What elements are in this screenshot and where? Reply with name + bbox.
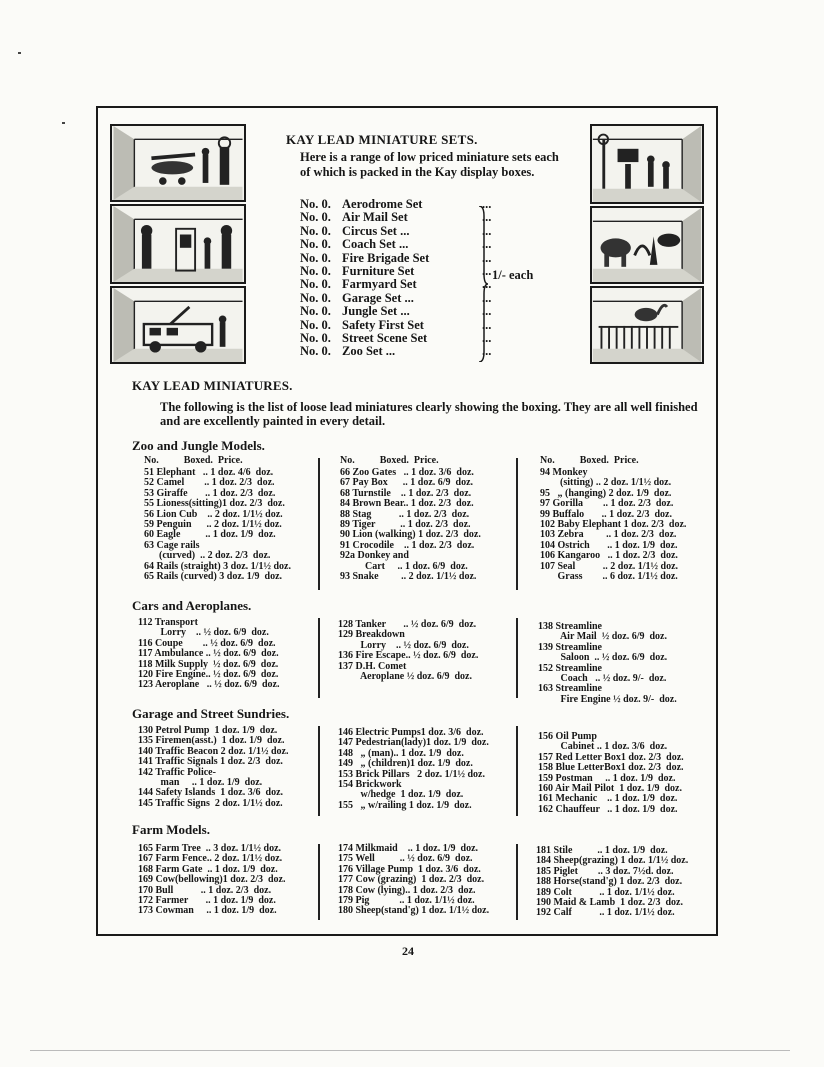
list-item: 188 Horse(stand'g) 1 doz. 2/3 doz. [536, 876, 683, 888]
column-divider [516, 618, 518, 698]
list-item: 51 Elephant .. 1 doz. 4/6 doz. [144, 467, 274, 478]
section-title-garage-street: Garage and Street Sundries. [132, 706, 290, 721]
list-item: 155 „ w/railing 1 doz. 1/9 doz. [338, 799, 472, 811]
farm-column-3 [536, 846, 688, 919]
list-item: 65 Rails (curved) 3 doz. 1/9 doz. [144, 571, 283, 583]
column-header: No. Boxed. Price. [144, 455, 243, 466]
list-item: 177 Cow (grazing) 1 doz. 2/3 doz. [338, 874, 485, 886]
page-number: 24 [402, 944, 414, 958]
list-item: 169 Cow(bellowing)1 doz. 2/3 doz. [138, 874, 286, 886]
list-item: 55 Lioness(sitting)1 doz. 2/3 doz. [144, 498, 285, 510]
list-item: No. 0. Jungle Set ... ... [300, 304, 492, 319]
list-item: 112 Transport [138, 617, 198, 628]
list-item: 63 Cage rails [144, 539, 200, 551]
sets-intro: Here is a range of low priced miniature sets each of which is packed in the Kay display boxes. [300, 150, 559, 179]
list-item: 161 Mechanic .. 1 doz. 1/9 doz. [538, 793, 678, 805]
list-item: 185 Piglet .. 3 doz. 7½d. doz. [536, 865, 674, 877]
list-item: 104 Ostrich .. 1 doz. 1/9 doz. [540, 539, 678, 551]
list-item: 190 Maid & Lamb 1 doz. 2/3 doz. [536, 897, 683, 909]
list-item: 93 Snake .. 2 doz. 1/1½ doz. [340, 571, 477, 583]
list-item: 59 Penguin .. 2 doz. 1/1½ doz. [144, 519, 282, 531]
list-item: 53 Giraffe .. 1 doz. 2/3 doz. [144, 487, 276, 499]
street-scene-set-illustration [590, 124, 704, 204]
list-item: 94 Monkey [540, 467, 588, 478]
list-item: 67 Pay Box .. 1 doz. 6/9 doz. [340, 477, 474, 489]
list-item: 156 Oil Pump [538, 731, 597, 742]
list-item: 140 Traffic Beacon 2 doz. 1/1½ doz. [138, 745, 289, 757]
list-item: Lorry .. ½ doz. 6/9 doz. [338, 639, 469, 651]
list-item: No. 0. Circus Set ... ... [300, 223, 492, 238]
list-item: 145 Traffic Signs 2 doz. 1/1½ doz. [138, 797, 283, 809]
list-item: No. 0. Farmyard Set ... [300, 277, 492, 292]
list-item: 162 Chauffeur .. 1 doz. 1/9 doz. [538, 803, 678, 815]
list-item: 153 Brick Pillars 2 doz. 1/1½ doz. [338, 768, 485, 780]
list-item: 135 Firemen(asst.) 1 doz. 1/9 doz. [138, 735, 285, 747]
list-item: 117 Ambulance .. ½ doz. 6/9 doz. [138, 648, 279, 660]
list-item: 176 Village Pump 1 doz. 3/6 doz. [338, 863, 481, 875]
section-title-cars-aeroplanes: Cars and Aeroplanes. [132, 598, 252, 613]
list-item: No. 0. Air Mail Set ... [300, 210, 492, 225]
list-item: 91 Crocodile .. 1 doz. 2/3 doz. [340, 539, 475, 551]
list-item: 149 „ (children)1 doz. 1/9 doz. [338, 758, 473, 770]
list-item: 66 Zoo Gates .. 1 doz. 3/6 doz. [340, 467, 474, 478]
list-item: 68 Turnstile .. 1 doz. 2/3 doz. [340, 487, 472, 499]
list-item: Lorry .. ½ doz. 6/9 doz. [138, 627, 269, 639]
zoo-column-3 [540, 468, 686, 582]
zoo-set-illustration [590, 286, 704, 364]
list-item: 99 Buffalo .. 1 doz. 2/3 doz. [540, 508, 672, 520]
list-item: 157 Red Letter Box1 doz. 2/3 doz. [538, 751, 684, 763]
column-divider [318, 618, 320, 698]
column-divider [318, 844, 320, 920]
list-item: 181 Stile .. 1 doz. 1/9 doz. [536, 845, 668, 856]
list-item: No. 0. Fire Brigade Set ... [300, 250, 492, 265]
list-item: 107 Seal .. 2 doz. 1/1½ doz. [540, 560, 679, 572]
list-item: 92a Donkey and [340, 550, 409, 562]
list-item: Cabinet .. 1 doz. 3/6 doz. [538, 741, 668, 753]
list-item: 178 Cow (lying).. 1 doz. 2/3 doz. [338, 884, 476, 896]
list-item: w/hedge 1 doz. 1/9 doz. [338, 789, 464, 801]
list-item: 168 Farm Gate .. 1 doz. 1/9 doz. [138, 863, 278, 875]
list-item: Coach .. ½ doz. 9/- doz. [538, 673, 667, 685]
list-item: 154 Brickwork [338, 779, 402, 791]
column-divider [516, 458, 518, 590]
list-item: No. 0. Street Scene Set ... [300, 331, 492, 346]
list-item: No. 0. Aerodrome Set ... [300, 197, 492, 211]
list-item: 147 Pedestrian(lady)1 doz. 1/9 doz. [338, 737, 489, 749]
list-item: 97 Gorilla .. 1 doz. 2/3 doz. [540, 498, 674, 510]
list-item: 120 Fire Engine.. ½ doz. 6/9 doz. [138, 669, 279, 681]
list-item: 175 Well .. ½ doz. 6/9 doz. [338, 853, 473, 865]
list-item: 123 Aeroplane .. ½ doz. 6/9 doz. [138, 679, 280, 691]
miniatures-intro: The following is the list of loose lead miniatures clearly showing the boxing. They are all well finished and are excellently painted in every detail. [160, 400, 698, 428]
column-header: No. Boxed. Price. [340, 455, 439, 466]
list-item: 159 Postman .. 1 doz. 1/9 doz. [538, 772, 676, 784]
column-divider [318, 458, 320, 590]
column-header: No. Boxed. Price. [540, 455, 639, 466]
garage-set-illustration [110, 204, 246, 284]
list-item: 174 Milkmaid .. 1 doz. 1/9 doz. [338, 843, 479, 854]
list-item: 106 Kangaroo .. 1 doz. 2/3 doz. [540, 550, 678, 562]
list-item: 95 „ (hanging) 2 doz. 1/9 doz. [540, 487, 672, 499]
scan-speck [18, 52, 21, 54]
list-item: 184 Sheep(grazing) 1 doz. 1/1½ doz. [536, 855, 689, 867]
list-item: Grass .. 6 doz. 1/1½ doz. [540, 571, 678, 583]
list-item: 167 Farm Fence.. 2 doz. 1/1½ doz. [138, 853, 283, 865]
list-item: 152 Streamline [538, 662, 602, 674]
list-item: Aeroplane ½ doz. 6/9 doz. [338, 671, 472, 683]
garage-column-3 [538, 732, 684, 815]
column-divider [318, 726, 320, 816]
garage-column-1 [138, 726, 288, 809]
cars-column-1 [138, 618, 279, 691]
list-item: 89 Tiger .. 1 doz. 2/3 doz. [340, 519, 471, 531]
list-item: 136 Fire Escape.. ½ doz. 6/9 doz. [338, 650, 479, 662]
sets-price: 1/- each [492, 268, 534, 282]
farm-column-2 [338, 844, 489, 917]
list-item: 130 Petrol Pump 1 doz. 1/9 doz. [138, 725, 278, 736]
list-item: 173 Cowman .. 1 doz. 1/9 doz. [138, 905, 277, 917]
list-item: 118 Milk Supply ½ doz. 6/9 doz. [138, 658, 279, 670]
zoo-column-2 [340, 468, 481, 582]
farm-column-1 [138, 844, 286, 917]
miniatures-heading: KAY LEAD MINIATURES. [132, 378, 293, 393]
jungle-set-illustration [590, 206, 704, 284]
list-item: No. 0. Furniture Set ... [300, 264, 492, 279]
list-item: No. 0. Zoo Set ... ... [300, 344, 492, 359]
list-item: 129 Breakdown [338, 629, 405, 641]
list-item: 142 Traffic Police- [138, 766, 216, 778]
list-item: 192 Calf .. 1 doz. 1/1½ doz. [536, 907, 675, 919]
list-item: 52 Camel .. 1 doz. 2/3 doz. [144, 477, 275, 489]
sets-list [300, 198, 502, 359]
list-item: 88 Stag .. 1 doz. 2/3 doz. [340, 508, 470, 520]
list-item: 102 Baby Elephant 1 doz. 2/3 doz. [540, 519, 687, 531]
list-item: Fire Engine ½ doz. 9/- doz. [538, 693, 677, 705]
list-item: 84 Brown Bear.. 1 doz. 2/3 doz. [340, 498, 474, 510]
list-item: Cart .. 1 doz. 6/9 doz. [340, 560, 468, 572]
scan-edge-line [30, 1050, 790, 1051]
list-item: 189 Colt .. 1 doz. 1/1½ doz. [536, 886, 675, 898]
sets-heading: KAY LEAD MINIATURE SETS. [286, 132, 478, 147]
list-item: man .. 1 doz. 1/9 doz. [138, 777, 263, 789]
list-item: No. 0. Garage Set ... ... [300, 290, 492, 305]
list-item: 128 Tanker .. ½ doz. 6/9 doz. [338, 619, 477, 630]
list-item: 165 Farm Tree .. 3 doz. 1/1½ doz. [138, 843, 282, 854]
list-item: 137 D.H. Comet [338, 660, 407, 672]
scan-speck [62, 122, 65, 124]
section-title-zoo-jungle: Zoo and Jungle Models. [132, 438, 265, 453]
list-item: 158 Blue LetterBox1 doz. 2/3 doz. [538, 762, 684, 774]
list-item: Saloon .. ½ doz. 6/9 doz. [538, 652, 668, 664]
list-item: 160 Air Mail Pilot 1 doz. 1/9 doz. [538, 783, 682, 795]
list-item: 144 Safety Islands 1 doz. 3/6 doz. [138, 787, 284, 799]
column-divider [516, 844, 518, 920]
list-item: 139 Streamline [538, 641, 602, 653]
list-item: 180 Sheep(stand'g) 1 doz. 1/1½ doz. [338, 905, 490, 917]
list-item: 148 „ (man).. 1 doz. 1/9 doz. [338, 747, 464, 759]
list-item: Air Mail ½ doz. 6/9 doz. [538, 631, 667, 643]
list-item: 146 Electric Pumps1 doz. 3/6 doz. [338, 727, 484, 738]
list-item: 56 Lion Cub .. 2 doz. 1/1½ doz. [144, 508, 283, 520]
list-item: No. 0. Safety First Set ... [300, 317, 492, 332]
list-item: 170 Bull .. 1 doz. 2/3 doz. [138, 884, 272, 896]
list-item: 163 Streamline [538, 683, 602, 695]
list-item: 60 Eagle .. 1 doz. 1/9 doz. [144, 529, 276, 541]
list-item: No. 0. Coach Set ... ... [300, 237, 492, 252]
zoo-column-1 [144, 468, 291, 582]
list-item: 90 Lion (walking) 1 doz. 2/3 doz. [340, 529, 481, 541]
cars-column-2 [338, 620, 478, 682]
list-item: 141 Traffic Signals 1 doz. 2/3 doz. [138, 756, 283, 768]
fire-brigade-set-illustration [110, 286, 246, 364]
list-item: 116 Coupe .. ½ doz. 6/9 doz. [138, 637, 276, 649]
column-divider [516, 726, 518, 816]
brace-glyph [478, 206, 488, 362]
list-item: 179 Pig .. 1 doz. 1/1½ doz. [338, 895, 475, 907]
list-item: 172 Farmer .. 1 doz. 1/9 doz. [138, 895, 276, 907]
aerodrome-set-illustration [110, 124, 246, 202]
list-item: 64 Rails (straight) 3 doz. 1/1½ doz. [144, 560, 291, 572]
list-item: 138 Streamline [538, 621, 602, 632]
list-item: (curved) .. 2 doz. 2/3 doz. [144, 550, 271, 562]
cars-column-3 [538, 622, 677, 705]
list-item: (sitting) .. 2 doz. 1/1½ doz. [540, 477, 672, 489]
list-item: 103 Zebra .. 1 doz. 2/3 doz. [540, 529, 677, 541]
garage-column-2 [338, 728, 489, 811]
section-title-farm: Farm Models. [132, 822, 210, 837]
